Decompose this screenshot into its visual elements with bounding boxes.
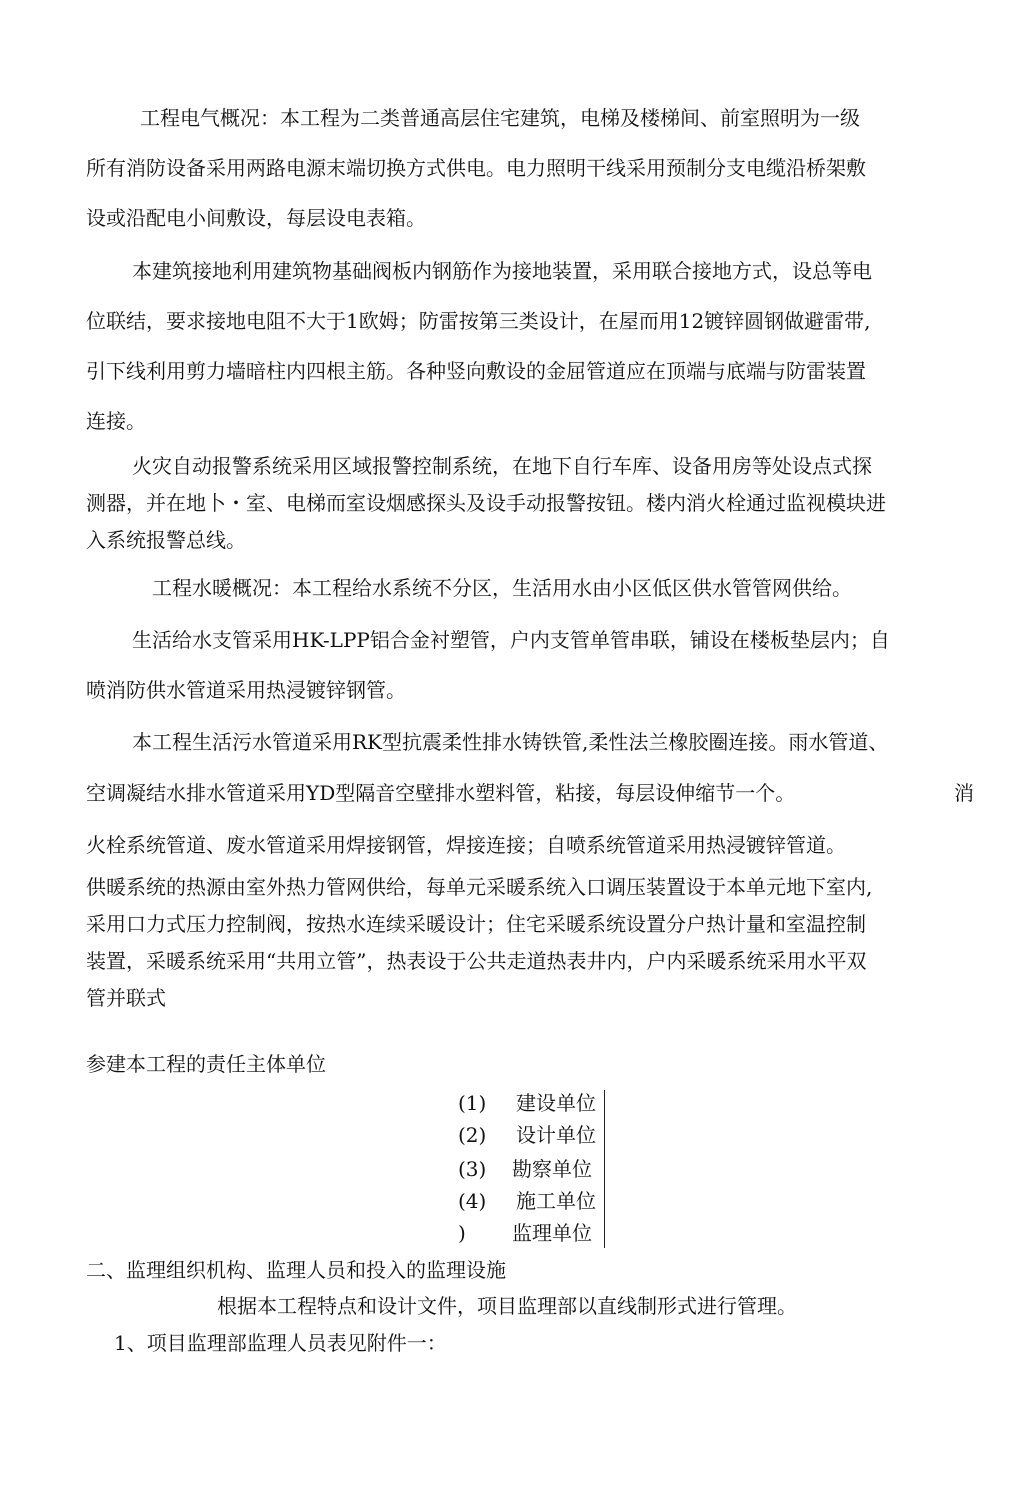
paragraph-line: 消 xyxy=(954,781,974,805)
paragraph-line: 火灾自动报警系统采用区域报警控制系统，在地下自行车库、设备用房等处设点式探 xyxy=(132,454,872,478)
paragraph-line: 本工程生活污水管道采用RK型抗震柔性排水铸铁管,柔性法兰橡胶圈连接。雨水管道、 xyxy=(132,730,889,754)
paragraph-line: 测器，并在地卜・室、电梯而室设烟感探头及设手动报警按钮。楼内消火栓通过监视模块进 xyxy=(86,491,886,515)
list-item xyxy=(458,1122,604,1150)
paragraph-line: 采用口力式压力控制阀，按热水连续采暖设计；住宅采暖系统设置分户热计量和室温控制 xyxy=(86,912,866,936)
list-item-label: 监理单位 xyxy=(512,1221,592,1245)
list-item-number: (1) xyxy=(458,1091,487,1115)
paragraph-line: 入系统报警总线。 xyxy=(86,528,246,552)
list-item-label: 建设单位 xyxy=(516,1091,596,1115)
list-item-number: (4) xyxy=(458,1189,487,1213)
paragraph-line: 所有消防设备采用两路电源末端切换方式供电。电力照明干线采用预制分支电缆沿桥架敷 xyxy=(86,156,866,180)
list-item xyxy=(458,1220,604,1248)
sub-heading: 1、项目监理部监理人员表见附件一： xyxy=(114,1331,447,1355)
list-item xyxy=(458,1188,604,1216)
section-heading: 二、监理组织机构、监理人员和投入的监理设施 xyxy=(86,1258,506,1282)
list-item-number: ) xyxy=(458,1221,466,1245)
paragraph-line: 装置，采暖系统采用“共用立管”，热表设于公共走道热表井内，户内采暖系统采用水平双 xyxy=(86,949,867,973)
paragraph-line: 引下线利用剪力墙暗柱内四根主筋。各种竖向敷设的金屈管道应在顶端与底端与防雷装置 xyxy=(86,359,866,383)
list-item-label: 勘察单位 xyxy=(512,1157,592,1181)
paragraph-line: 喷消防供水管道采用热浸镀锌钢管。 xyxy=(86,678,406,702)
paragraph-line: 火栓系统管道、废水管道采用焊接钢管，焊接连接；自喷系统管道采用热浸镀锌管道。 xyxy=(86,833,846,857)
paragraph-line: 位联结，要求接地电阻不大于1欧姆；防雷按第三类设计，在屋而用12镀锌圆钢做避雷带, xyxy=(86,309,871,333)
paragraph-line: 管并联式 xyxy=(86,986,166,1010)
paragraph-line: 生活给水支管采用HK-LPP铝合金衬塑管，户内支管单管串联，铺设在楼板垫层内；自 xyxy=(132,628,890,652)
list-item-number: (3) xyxy=(458,1157,487,1181)
list-item xyxy=(458,1156,604,1184)
list-item-label: 施工单位 xyxy=(516,1189,596,1213)
list-item xyxy=(458,1090,604,1118)
list-item-number: (2) xyxy=(458,1123,487,1147)
paragraph-line: 本建筑接地利用建筑物基础阀板内钢筋作为接地装置，采用联合接地方式，设总等电 xyxy=(132,259,872,283)
paragraph-line: 空调凝结水排水管道采用YD型隔音空壁排水塑料管，粘接，每层设伸缩节一个。 xyxy=(86,781,796,805)
paragraph-line: 根据本工程特点和设计文件，项目监理部以直线制形式进行管理。 xyxy=(217,1294,797,1318)
list-item-label: 设计单位 xyxy=(516,1123,596,1147)
table-divider xyxy=(604,1090,605,1248)
paragraph-line: 设或沿配电小间敷设，每层设电表箱。 xyxy=(86,206,426,230)
paragraph-line: 工程水暖概况：本工程给水系统不分区，生活用水由小区低区供水管管网供给。 xyxy=(152,576,852,600)
paragraph-line: 参建本工程的责任主体单位 xyxy=(86,1052,326,1076)
paragraph-line: 工程电气概况：本工程为二类普通高层住宅建筑，电梯及楼梯间、前室照明为一级 xyxy=(140,106,860,130)
paragraph-line: 连接。 xyxy=(86,409,146,433)
paragraph-line: 供暖系统的热源由室外热力管网供给，每单元采暖系统入口调压装置设于本单元地下室内, xyxy=(86,875,873,899)
